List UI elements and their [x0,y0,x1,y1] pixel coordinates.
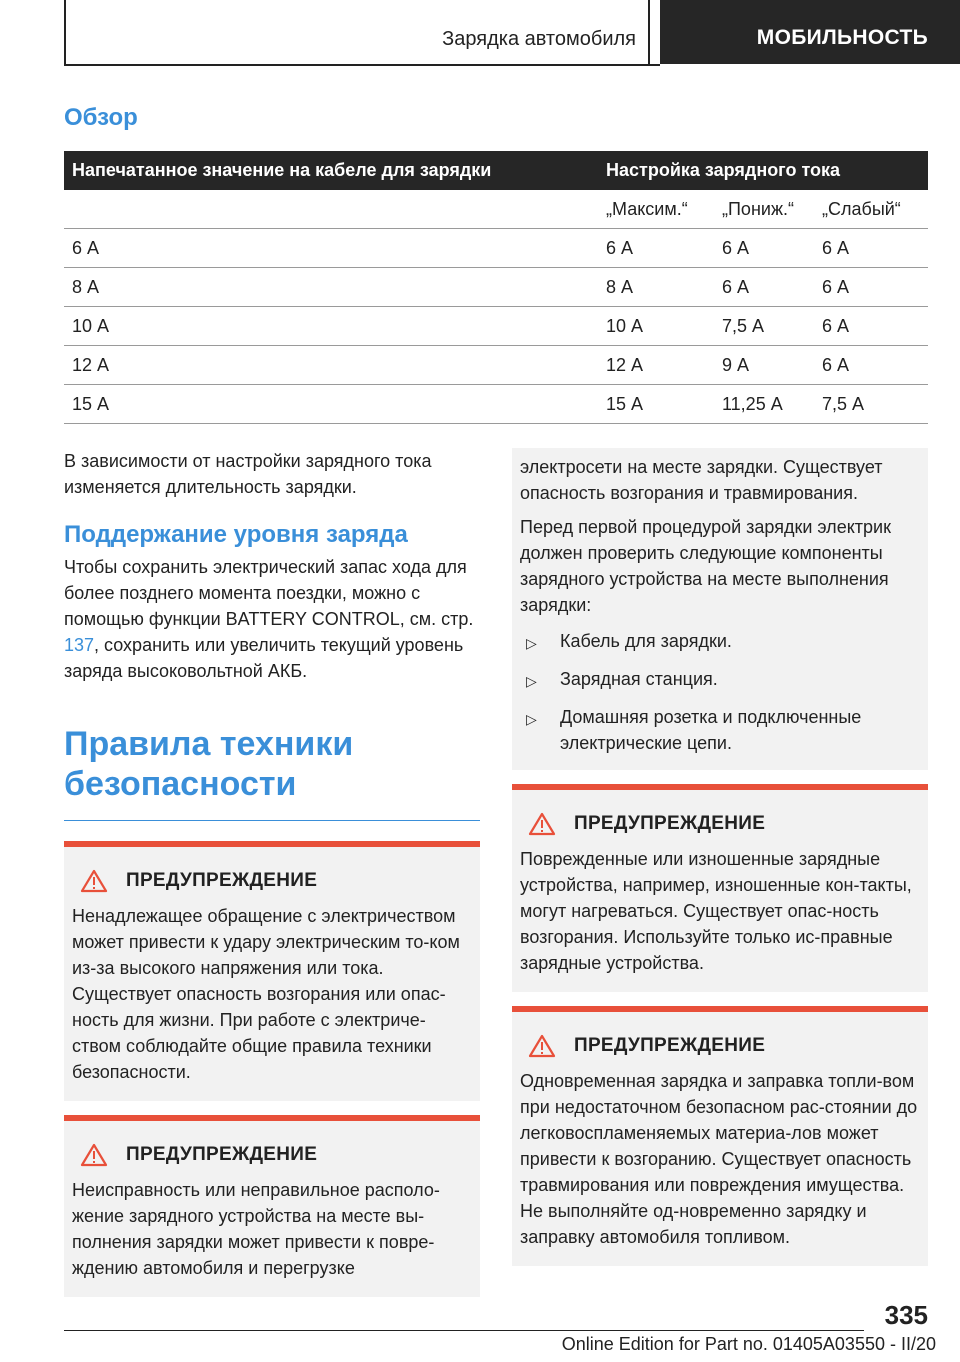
warning-box [64,1115,480,1297]
chapter-tab[interactable] [660,0,960,64]
page-number: 335 [884,1300,928,1330]
safety-heading [64,724,480,804]
list-item-text: Домашняя розетка и подключенные электрические цепи. [560,707,862,753]
warning-text: Одновременная зарядка и заправка топли-вом при недостаточном безопасном рас-стоянии до легковоспламеняемых материа-лов может привести к возгоранию. Существует опасность травмирования или повреждения имущества. Не выполняйте од-новременно зарядку и заправку автомобиля топливом. [520,1071,918,1247]
table-cell: 15 А [598,385,714,424]
safety-heading-line1: Правила техники [64,725,354,763]
table-cell: 6 А [598,229,714,268]
warning-title [528,812,920,836]
warning-triangle-icon [528,1034,556,1058]
bullet-triangle-icon: ▷ [526,711,537,727]
warning-text: Поврежденные или изношенные зарядные устройства, например, изношенные кон-такты, могут нагреваться. Существует опас-ность возгорания. Используйте только ис-правные зарядные устройства. [520,849,912,973]
warning-text: Неисправность или неправильное располо-жение зарядного устройства на месте вы-полнения зарядки может привести к повре-ждению автомобиля и перегрузке [72,1180,440,1278]
overview-heading: Обзор [64,104,138,131]
table-cell: 6 А [64,229,598,268]
table-header-row [64,151,928,190]
table-cell: „Слабый“ [814,190,928,229]
table-row [64,307,928,346]
list-item [520,628,920,656]
continued-warning-text: электросети на месте зарядки. Существует опасность возгорания и травмирования. [520,457,883,503]
warning-box [64,841,480,1101]
header-rule-mid [648,0,650,64]
table-cell: 6 А [714,229,814,268]
bullet-triangle-icon: ▷ [526,635,537,651]
battery-paragraph [64,554,480,684]
warning-triangle-icon [80,1143,108,1167]
table-cell: 10 А [598,307,714,346]
warning-title [528,1034,920,1058]
table-cell: 6 А [714,268,814,307]
table-cell: 6 А [814,268,928,307]
table-cell: „Максим.“ [598,190,714,229]
table-cell: 8 А [64,268,598,307]
chapter-label: МОБИЛЬНОСТЬ [756,26,928,49]
header-rule-left [64,0,66,64]
battery-text-b: , сохранить или увеличить текущий уровень заряда высоковольтной АКБ. [64,635,464,681]
battery-text-a: Чтобы сохранить электрический запас хода для более позднего момента поездки, можно с помощью функции BATTERY CONTROL, см. стр. [64,557,474,629]
table-row [64,346,928,385]
table-row [64,229,928,268]
table-cell: 8 А [598,268,714,307]
table-cell: 15 А [64,385,598,424]
list-item-text: Зарядная станция. [560,669,718,689]
warning-triangle-icon [80,869,108,893]
table-header-cell: Напечатанное значение на кабеле для зарядки [64,151,598,190]
warning-title [80,869,472,893]
table-cell: 10 А [64,307,598,346]
warning-title [80,1143,472,1167]
table-cell: „Пониж.“ [714,190,814,229]
page-reference-link[interactable]: 137 [64,635,95,655]
warning-title-text: ПРЕДУПРЕЖДЕНИЕ [126,1144,318,1165]
table-cell: 6 А [814,229,928,268]
table-cell: 12 А [598,346,714,385]
footer-edition: Online Edition for Part no. 01405A03550 - II/20 [561,1334,936,1354]
table-cell: 9 А [714,346,814,385]
left-column [64,448,480,1297]
intro-paragraph: В зависимости от настройки зарядного тока изменяется длительность зарядки. [64,451,432,497]
warning-title-text: ПРЕДУПРЕЖДЕНИЕ [126,870,318,891]
warning-title-text: ПРЕДУПРЕЖДЕНИЕ [574,813,766,834]
table-cell [64,190,598,229]
warning-title-text: ПРЕДУПРЕЖДЕНИЕ [574,1035,766,1056]
right-column [512,448,928,1266]
bullet-triangle-icon: ▷ [526,673,537,689]
warning-triangle-icon [528,812,556,836]
table-row [64,268,928,307]
safety-heading-line2: безопасности [64,765,297,803]
table-cell: 6 А [814,346,928,385]
table-subheader-row [64,190,928,229]
list-item-text: Кабель для зарядки. [560,631,732,651]
inspection-paragraph: Перед первой процедурой зарядки электрик должен проверить следующие компоненты зарядного устройства на месте выполнения зарядки: [520,517,891,615]
table-row [64,385,928,424]
section-title: Зарядка автомобиля [442,28,636,50]
warning-text: Ненадлежащее обращение с электричеством может привести к удару электрическим то-ком из-за высокого напряжения или тока. Существует опасность возгорания или опас-ность для жизни. При работе с электриче-ством соблюдайте общие правила техники безопасности. [72,906,460,1082]
list-item [520,666,920,694]
warning-box [512,784,928,992]
header-rule-bottom [64,64,660,66]
table-cell: 6 А [814,307,928,346]
table-cell: 7,5 А [814,385,928,424]
list-item [520,704,920,756]
table-header-cell: Настройка зарядного тока [598,151,928,190]
charging-current-table [64,151,928,424]
footer-rule [64,1330,864,1331]
table-cell: 7,5 А [714,307,814,346]
warning-continuation [512,448,928,770]
table-cell: 12 А [64,346,598,385]
section-heading: Поддержание уровня заряда [64,521,408,548]
warning-box [512,1006,928,1266]
table-cell: 11,25 А [714,385,814,424]
